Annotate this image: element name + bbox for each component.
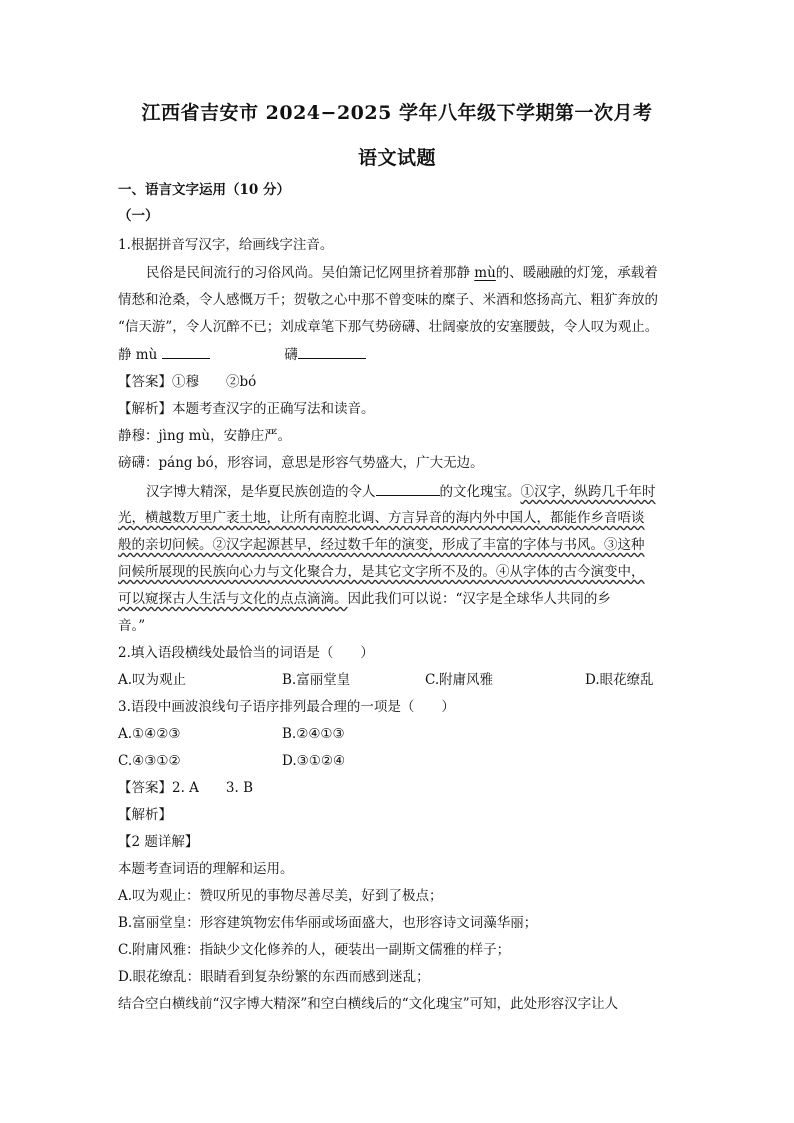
pinyin-mu: mù: [474, 265, 496, 281]
q3-option-c[interactable]: C.④③①②: [118, 753, 181, 769]
passage1-text-a: 民俗是民间流行的习俗风尚。吴伯箫记忆网里挤着那静: [146, 265, 475, 281]
fill-label-2: 礴: [284, 347, 298, 363]
passage1-line2: 情愁和沧桑，令人感慨万千；贺敬之心中那不曾变味的糜子、米酒和悠扬高亢、粗犷奔放的: [118, 292, 658, 308]
q2-option-b[interactable]: B.富丽堂皇: [282, 672, 351, 688]
passage2-text-5: 因此我们可以说：“汉字是全球华人共同的乡: [347, 591, 611, 607]
q3-option-a[interactable]: A.①④②③: [118, 726, 181, 742]
passage2-line5: [118, 589, 678, 609]
q3-option-d[interactable]: D.③①②④: [282, 753, 346, 769]
q3-option-b[interactable]: B.②④①③: [282, 726, 345, 742]
passage2-line4: 问候所展现的民族向心力与文化聚合力，是其它文字所不及的。④从字体的古今演变中，: [118, 564, 645, 580]
document-title: 江西省吉安市 2024−2025 学年八年级下学期第一次月考: [141, 102, 653, 124]
fill-blank-row: [118, 344, 678, 364]
passage2-text-a: 汉字博大精深，是华夏民族创造的令人: [146, 484, 376, 500]
q23-answer: 【答案】2. A 3. B: [118, 780, 254, 796]
q2-option-a[interactable]: A.叹为观止: [118, 672, 187, 688]
q1-prompt: 1.根据拼音写汉字，给画线字注音。: [118, 237, 334, 253]
q2-detail-d: D.眼花缭乱：眼睛看到复杂纷繁的东西而感到迷乱；: [118, 969, 430, 985]
fill-blank-2[interactable]: [298, 344, 366, 359]
q2-detail-a: A.叹为观止：赞叹所见的事物尽善尽美，好到了极点；: [118, 888, 443, 904]
passage2-text-b: 的文化瑰宝。: [439, 484, 521, 500]
passage2-line1: [146, 481, 678, 501]
passage1-line3: “信天游”，令人沉醉不已；刘成章笔下那气势磅礴、壮阔豪放的安塞腰鼓，令人叹为观止。: [118, 319, 659, 335]
q1-analysis-2: 磅礴：páng bó，形容词，意思是形容气势盛大，广大无边。: [118, 455, 484, 471]
fill-label-1: 静 mù: [118, 347, 158, 363]
q2-detail-heading: 【2 题详解】: [118, 834, 199, 850]
document-subtitle: 语文试题: [357, 147, 436, 169]
q1-answer: 【答案】①穆 ②bó: [118, 374, 257, 390]
section-heading: 一、语言文字运用（10 分）: [118, 182, 290, 198]
fill-blank-1[interactable]: [162, 344, 210, 359]
passage2-wave-1: ①汉字，纵跨几千年时: [520, 484, 656, 500]
passage2-line2: 光，横越数万里广袤土地，让所有南腔北调、方言异音的海内外中国人，都能作乡音唔谈: [118, 510, 645, 526]
q2-option-d[interactable]: D.眼花缭乱: [585, 672, 654, 688]
passage2-wave-5: 可以窥探古人生活与文化的点点滴滴。: [118, 591, 348, 607]
q2-detail-conclusion: 结合空白横线前“汉字博大精深”和空白横线后的“文化瑰宝”可知，此处形容汉字让人: [118, 996, 619, 1012]
subsection-label: （一）: [118, 208, 159, 224]
q2-detail-intro: 本题考查词语的理解和运用。: [118, 861, 294, 877]
q2-detail-b: B.富丽堂皇：形容建筑物宏伟华丽或场面盛大，也形容诗文词藻华丽；: [118, 915, 538, 931]
passage2-line6: 音。”: [118, 618, 146, 634]
passage1-line1: [146, 263, 678, 283]
passage2-blank[interactable]: [376, 481, 440, 496]
q1-analysis-title: 【解析】本题考查汉字的正确写法和读音。: [118, 401, 375, 417]
q3-prompt: 3.语段中画波浪线句子语序排列最合理的一项是（ ）: [118, 699, 455, 715]
q23-analysis: 【解析】: [118, 807, 172, 823]
q2-option-c[interactable]: C.附庸风雅: [425, 672, 494, 688]
q2-detail-c: C.附庸风雅：指缺少文化修养的人，硬装出一副斯文儒雅的样子；: [118, 942, 511, 958]
passage1-text-b: 的、暖融融的灯笼，承载着: [495, 265, 658, 281]
q1-analysis-1: 静穆：jìng mù，安静庄严。: [118, 428, 292, 444]
q2-prompt: 2.填入语段横线处最恰当的词语是（ ）: [118, 645, 374, 661]
passage2-line3: 般的亲切问候。②汉字起源甚早，经过数千年的演变，形成了丰富的字体与书风。③这种: [118, 537, 645, 553]
